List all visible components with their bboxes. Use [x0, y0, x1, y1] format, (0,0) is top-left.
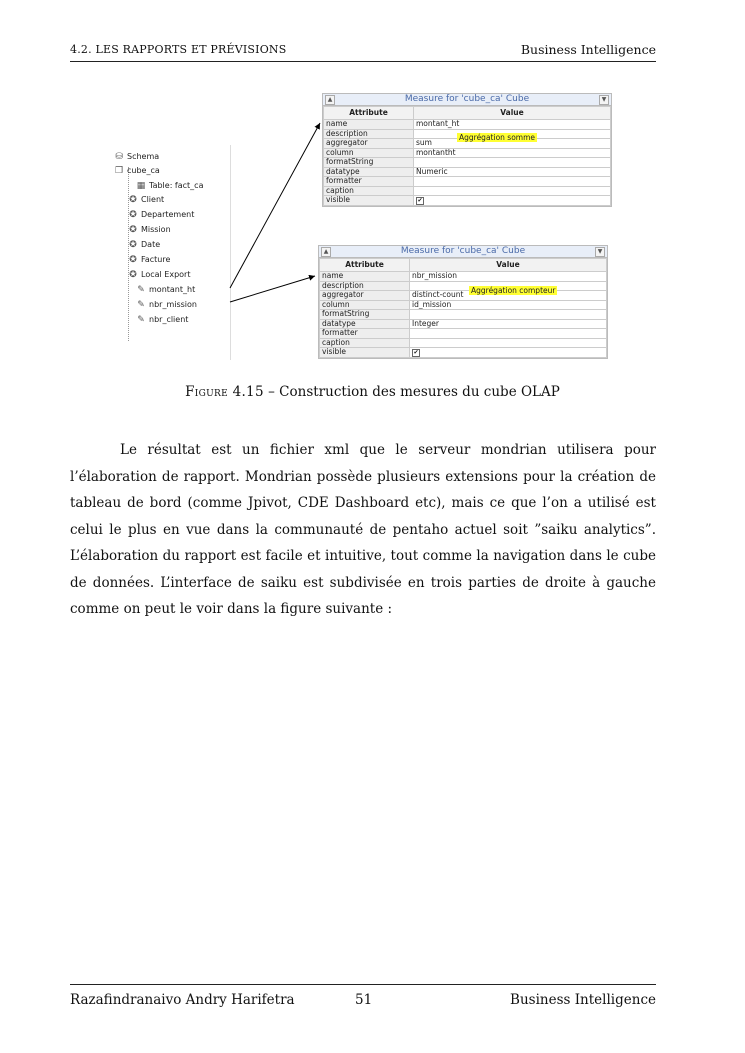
table-row: description [320, 281, 607, 291]
table-row: caption [320, 338, 607, 348]
measure-icon: ✎ [137, 315, 145, 325]
dimension-icon: ✪ [129, 195, 137, 205]
table-row: name montant_ht [324, 120, 611, 130]
table-row: datatype Numeric [324, 167, 611, 177]
dimension-icon: ✪ [129, 225, 137, 235]
table-row: aggregator sum [324, 139, 611, 149]
table-row: visible ✔ [320, 348, 607, 358]
dimension-icon: ✪ [129, 210, 137, 220]
measure-icon: ✎ [137, 285, 145, 295]
header-title: Business Intelligence [520, 42, 656, 57]
highlight-annotation: Aggrégation somme [459, 133, 536, 142]
caption-label: Figure 4.15 [185, 384, 264, 400]
paragraph: Le résultat est un fichier xml que le serveur mondrian utilisera pour l’élaboration de rapport. Mondrian possède plusieurs extensions pour la création de tableau de bord (comme Jpivot, CDE Dashboard etc), mais ce que l’on a utilisé est celui le plus en vue dans la communauté de pentaho actuel soit ”saiku analytics”. L’élaboration du rapport est facile et intuitive, tout comme la navigation dans le cube de données. L’interface de saiku est subdivisée en trois parties de droite à gauche comme on peut le voir dans la figure suivante : [70, 442, 656, 617]
header-section: 4.2. LES RAPPORTS ET PRÉVISIONS [70, 43, 287, 56]
body-text [70, 437, 656, 623]
highlight-annotation: Aggrégation compteur [471, 286, 556, 295]
arrow-to-panel2 [230, 276, 315, 302]
dropdown-icon[interactable]: ▼ [599, 95, 609, 105]
dimension-icon: ✪ [129, 240, 137, 250]
attribute-table: Attribute Value name nbr_mission description aggregator distinct-count column id_mission formatString datatype Integer formatter caption visible ✔ [319, 258, 607, 358]
tree-item-dimension[interactable]: ✪ Local Export [129, 270, 191, 280]
database-icon: ⛁ [115, 152, 123, 162]
measure-panel-2 [318, 245, 608, 359]
table-row: column id_mission [320, 300, 607, 310]
tree-item-dimension[interactable]: ✪ Facture [129, 255, 171, 265]
table-row: visible ✔ [324, 196, 611, 206]
table-row: column montantht [324, 148, 611, 158]
dimension-icon: ✪ [129, 255, 137, 265]
table-row: formatter [320, 329, 607, 339]
measure-panel-1 [322, 93, 612, 207]
tree-item-measure[interactable]: ✎ nbr_mission [137, 300, 197, 310]
table-row: formatter [324, 177, 611, 187]
dimension-icon: ✪ [129, 270, 137, 280]
table-row: formatString [324, 158, 611, 168]
tree-item-dimension[interactable]: ✪ Departement [129, 210, 195, 220]
footer-title: Business Intelligence [510, 992, 656, 1008]
panel-title: ▲ Measure for 'cube_ca' Cube ▼ [323, 94, 611, 106]
tree-item-dimension[interactable]: ✪ Date [129, 240, 161, 250]
figure-caption [0, 384, 745, 400]
tree-item-dimension[interactable]: ✪ Mission [129, 225, 171, 235]
attribute-table: Attribute Value name montant_ht description aggregator sum column montantht formatString datatype Numeric formatter caption visible ✔ [323, 106, 611, 206]
cube-icon: ❒ [114, 166, 124, 176]
footer-author: Razafindranaivo Andry Harifetra [70, 992, 295, 1008]
table-row: aggregator distinct-count [320, 291, 607, 301]
visible-checkbox[interactable]: ✔ [417, 197, 423, 204]
tree-item-schema[interactable]: ⛁ Schema [115, 152, 160, 162]
table-icon: ▦ [136, 181, 146, 191]
table-row: caption [324, 186, 611, 196]
tree-item-dimension[interactable]: ✪ Client [129, 195, 165, 205]
page-number: 51 [355, 992, 373, 1008]
arrow-to-panel1 [230, 123, 320, 288]
panel-title: ▲ Measure for 'cube_ca' Cube ▼ [319, 246, 607, 258]
scroll-up-icon[interactable]: ▲ [325, 95, 335, 105]
visible-checkbox[interactable]: ✔ [413, 349, 419, 356]
page-footer [70, 984, 656, 1009]
caption-text: – Construction des mesures du cube OLAP [263, 384, 560, 400]
tree-item-measure[interactable]: ✎ nbr_client [137, 315, 189, 325]
table-row: datatype Integer [320, 319, 607, 329]
dropdown-icon[interactable]: ▼ [595, 247, 605, 257]
tree-item-measure[interactable]: ✎ montant_ht [137, 285, 196, 295]
figure-screenshot [110, 90, 615, 362]
tree-item-cube[interactable]: ❒ cube_ca [114, 166, 160, 176]
table-row: name nbr_mission [320, 272, 607, 282]
page-header [70, 41, 656, 62]
table-row: formatString [320, 310, 607, 320]
table-row: description [324, 129, 611, 139]
scroll-up-icon[interactable]: ▲ [321, 247, 331, 257]
measure-icon: ✎ [137, 300, 145, 310]
tree-item-table[interactable]: ▦ Table: fact_ca [136, 181, 204, 191]
